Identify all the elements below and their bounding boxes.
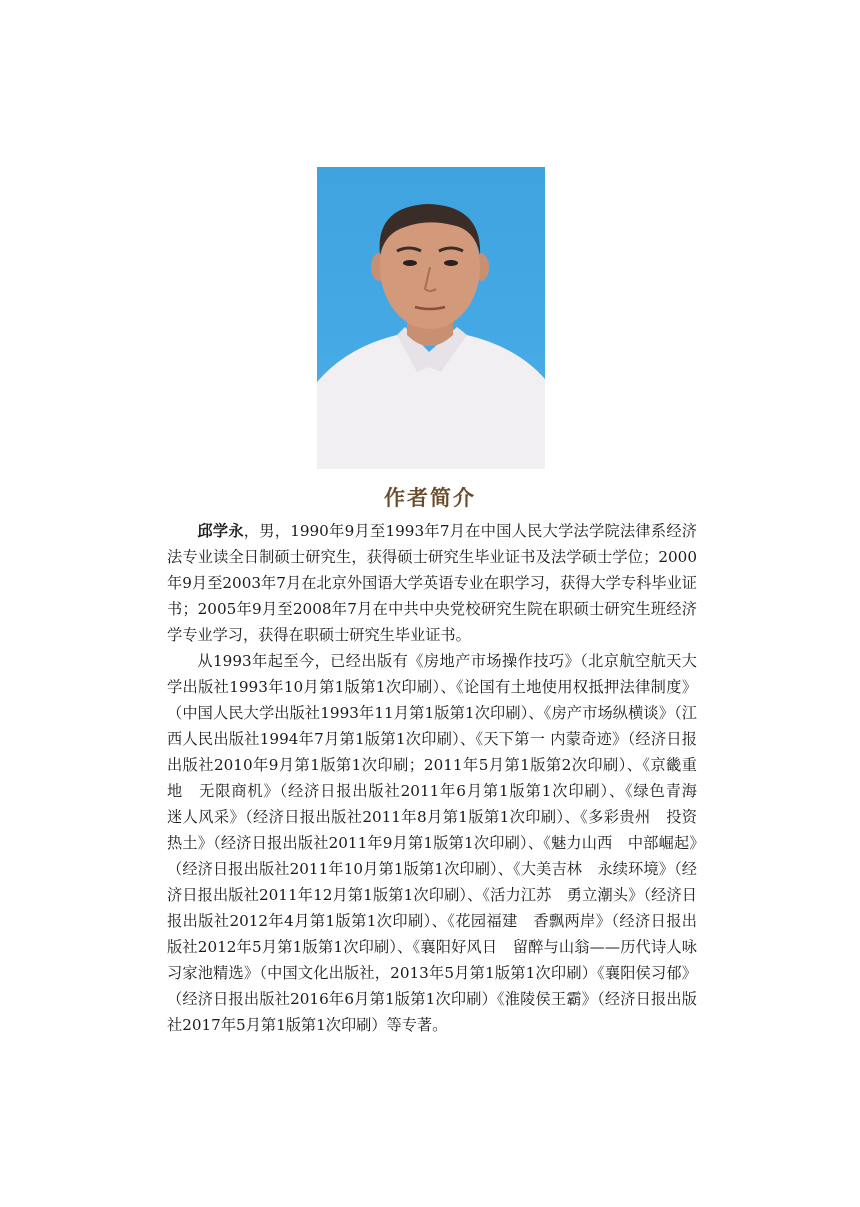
author-portrait-icon — [317, 167, 545, 469]
author-photo — [317, 167, 545, 469]
education-text: ，男，1990年9月至1993年7月在中国人民大学法学院法律系经济法专业读全日制硕士研究生，获得硕士研究生毕业证书及法学硕士学位；2000年9月至2003年7月在北京外国语大学英语专业在职学习，获得大学专科毕业证书；2005年9月至2008年7月在中共中央党校研究生院在职硕士研究生班经济学专业学习，获得在职硕士研究生毕业证书。 — [167, 522, 697, 644]
author-name: 邱学永 — [197, 522, 244, 540]
bio-paragraph-education — [167, 518, 697, 648]
bio-paragraph-publications: 从1993年起至今，已经出版有《房地产市场操作技巧》（北京航空航天大学出版社1993年10月第1版第1次印刷）、《论国有土地使用权抵押法律制度》（中国人民大学出版社1993年11月第1版第1次印刷）、《房产市场纵横谈》（江西人民出版社1994年7月第1版第1次印刷）、《天下第一 内蒙奇迹》（经济日报出版社2010年9月第1版第1次印刷；2011年5月第1版第2次印刷）、《京畿重地 无限商机》（经济日报出版社2011年6月第1版第1次印刷）、《绿色青海 迷人风采》（经济日报出版社2011年8月第1版第1次印刷）、《多彩贵州 投资热土》（经济日报出版社2011年9月第1版第1次印刷）、《魅力山西 中部崛起》（经济日报出版社2011年10月第1版第1次印刷）、《大美吉林 永续环境》（经济日报出版社2011年12月第1版第1次印刷）、《活力江苏 勇立潮头》（经济日报出版社2012年4月第1版第1次印刷）、《花园福建 香飘两岸》（经济日报出版社2012年5月第1版第1次印刷）、《襄阳好风日 留醉与山翁——历代诗人咏习家池精选》（中国文化出版社，2013年5月第1版第1次印刷）《襄阳侯习郁》（经济日报出版社2016年6月第1版第1次印刷）《淮陵侯王霸》（经济日报出版社2017年5月第1版第1次印刷）等专著。 — [167, 652, 713, 1034]
section-heading: 作者简介 — [384, 485, 476, 510]
author-bio — [167, 518, 713, 1038]
